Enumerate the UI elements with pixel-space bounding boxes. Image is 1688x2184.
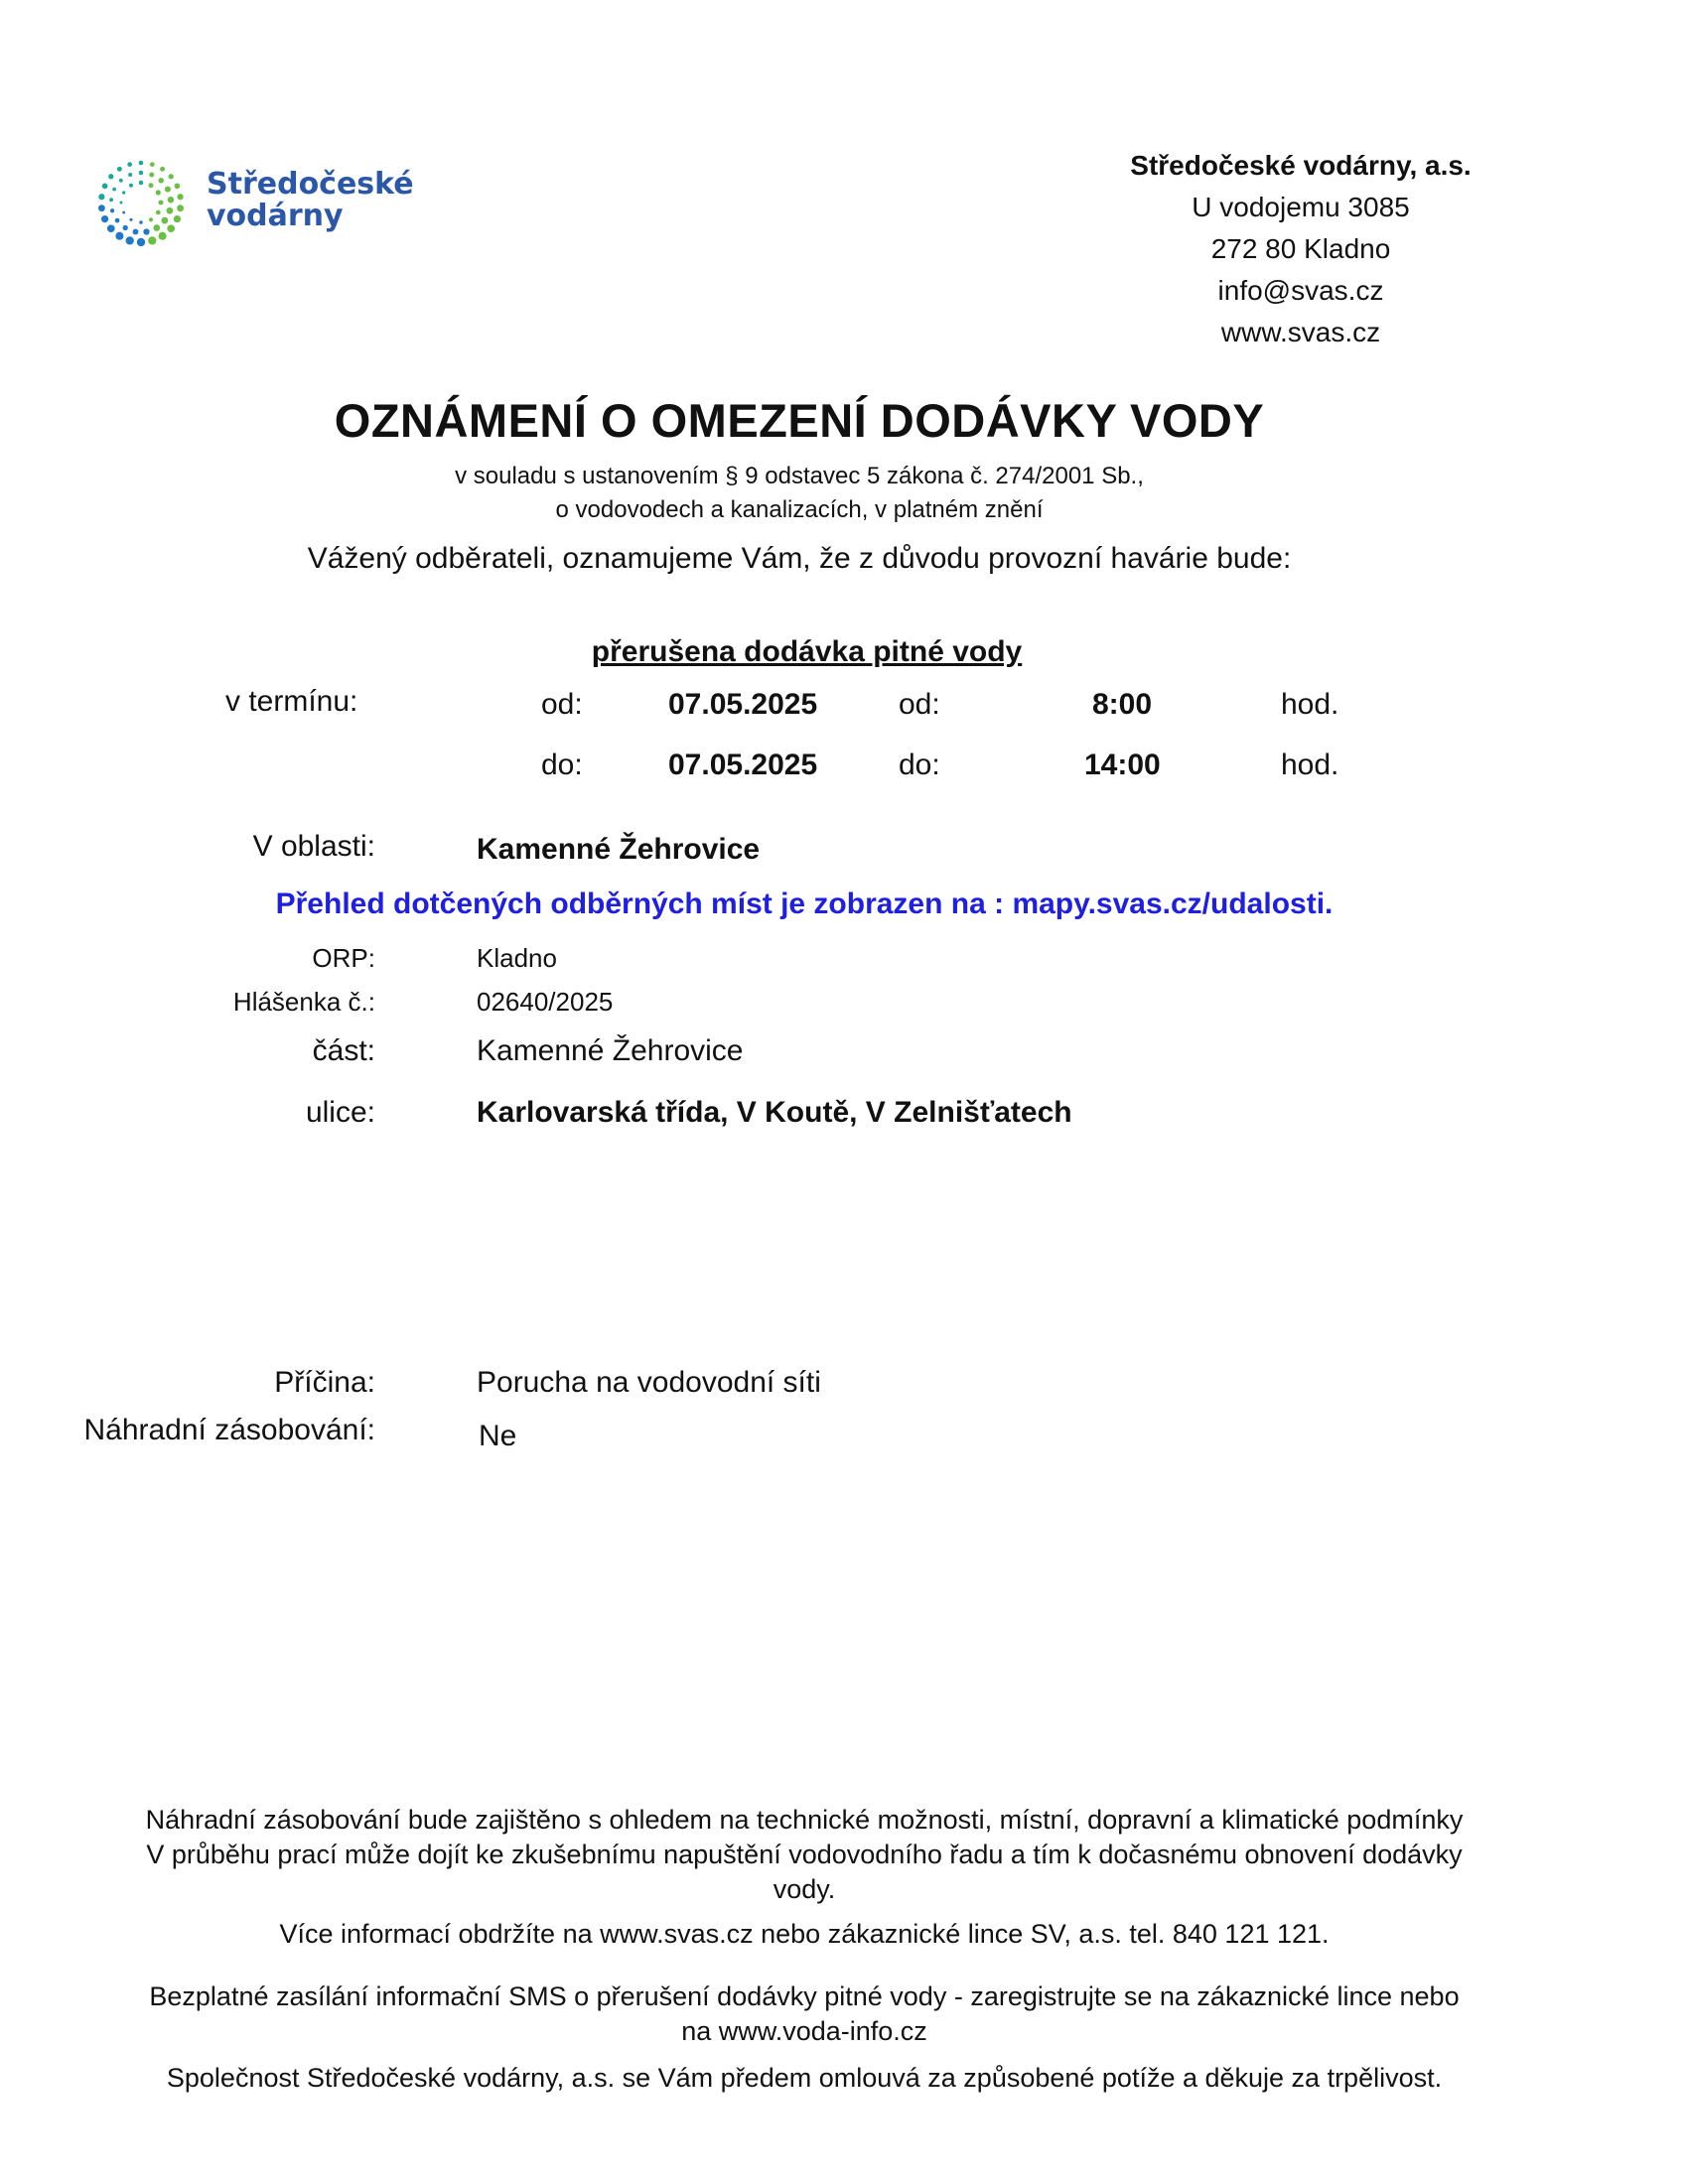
company-address: [1102, 145, 1499, 353]
company-email[interactable]: info@svas.cz: [1217, 275, 1384, 306]
logo-dot: [174, 215, 181, 222]
logo-dot: [167, 207, 174, 214]
logo-dot: [149, 217, 153, 221]
logo-text-line2: vodárny: [207, 199, 344, 233]
logo-dot: [162, 217, 169, 224]
substitute-supply-value: Ne: [479, 1420, 517, 1452]
logo-dot: [156, 190, 161, 195]
logo-dot: [120, 202, 123, 205]
greeting: Vážený odběrateli, oznamujeme Vám, že z důvodu provozní havárie bude:: [307, 542, 1292, 575]
logo-dot: [169, 174, 174, 179]
from-date: 07.05.2025: [668, 688, 818, 721]
logo-dot: [159, 232, 167, 240]
footer-substitute-line3: vody.: [773, 1874, 836, 1904]
water-drops-logo-icon: [95, 157, 191, 248]
logo-dot: [109, 198, 113, 202]
from-date-label: od:: [541, 688, 583, 721]
logo-dot: [98, 205, 105, 211]
street-label: ulice:: [305, 1096, 375, 1129]
logo-dot: [149, 173, 154, 178]
logo-dot: [167, 224, 175, 232]
part-value: Kamenné Žehrovice: [477, 1034, 744, 1067]
to-unit: hod.: [1281, 749, 1339, 781]
logo-dot: [143, 228, 149, 234]
logo-dot: [165, 187, 171, 193]
company-web[interactable]: www.svas.cz: [1220, 317, 1381, 347]
logo-dot: [102, 184, 108, 190]
logo-dot: [101, 215, 108, 222]
logo-dot: [137, 238, 145, 246]
logo-dot: [153, 224, 160, 231]
logo-dot: [115, 232, 123, 240]
legal-reference-line1: v souladu s ustanovením § 9 odstavec 5 zákona č. 274/2001 Sb.,: [455, 463, 1144, 489]
logo-dot: [158, 200, 163, 205]
logo-dot: [126, 236, 134, 244]
to-date: 07.05.2025: [668, 749, 818, 781]
logo-dot: [119, 179, 123, 183]
logo-dot: [139, 220, 143, 224]
substitute-supply-label: Náhradní zásobování:: [83, 1414, 375, 1446]
legal-reference-line2: o vodovodech a kanalizacích, v platném znění: [555, 496, 1044, 523]
company-name: Středočeské vodárny, a.s.: [1130, 150, 1472, 181]
to-date-label: do:: [541, 749, 583, 781]
logo-dot: [122, 211, 125, 214]
logo-dot: [156, 210, 161, 215]
report-number-label: Hlášenka č.:: [232, 987, 375, 1017]
interruption-heading: přerušena dodávka pitné vody: [591, 635, 1023, 668]
logo-dot: [150, 162, 155, 167]
street-value: Karlovarská třída, V Koutě, V Zelnišťatech: [477, 1096, 1072, 1129]
logo-dot: [122, 191, 125, 194]
company-city: 272 80 Kladno: [1210, 233, 1391, 264]
logo-dot: [158, 178, 164, 184]
footer-substitute-line2: V průběhu prací může dojít ke zkušebnímu napuštění vodovodního řadu a tím k dočasnému obnovení dodávky: [146, 1840, 1463, 1869]
notice-title: OZNÁMENÍ O OMEZENÍ DODÁVKY VODY: [334, 394, 1265, 447]
footer-more-info: Více informací obdržíte na www.svas.cz nebo zákaznické lince SV, a.s. tel. 840 121 121.: [279, 1919, 1330, 1949]
part-label: část:: [312, 1034, 375, 1067]
logo-dot: [177, 205, 184, 211]
footer-substitute-line1: Náhradní zásobování bude zajištěno s ohledem na technické možnosti, místní, dopravní a klimatické podmínky: [145, 1805, 1464, 1835]
area-value: Kamenné Žehrovice: [477, 833, 761, 866]
footer-apology: Společnost Středočeské vodárny, a.s. se Vám předem omlouvá za způsobené potíže a děkuje za trpělivost.: [166, 2063, 1443, 2093]
logo-dot: [117, 167, 122, 172]
footer-info: [0, 1803, 1609, 2096]
logo-dot: [133, 229, 139, 235]
orp-label: ORP:: [312, 943, 375, 973]
footer-sms-line2: na www.voda-info.cz: [681, 2016, 927, 2046]
logo-dot: [123, 225, 128, 230]
logo-dot: [108, 174, 113, 179]
report-number-value: 02640/2025: [477, 987, 614, 1017]
footer-sms-line1: Bezplatné zasílání informační SMS o přerušení dodávky pitné vody - zaregistrujte se na zákaznické lince nebo: [149, 1981, 1460, 2011]
logo-dot: [110, 208, 114, 212]
logo-dot: [139, 171, 143, 175]
company-logo: [95, 157, 414, 248]
logo-dot: [139, 181, 144, 186]
to-time-label: do:: [899, 749, 940, 781]
from-time: 8:00: [1092, 688, 1153, 721]
cause-label: Příčina:: [274, 1366, 375, 1399]
affected-places-link-note[interactable]: Přehled dotčených odběrných míst je zobrazen na : mapy.svas.cz/udalosti.: [275, 887, 1334, 920]
company-street: U vodojemu 3085: [1192, 192, 1410, 222]
logo-dot: [129, 218, 132, 221]
term-label: v termínu:: [225, 685, 358, 718]
logo-dot: [129, 184, 133, 188]
logo-dot: [139, 161, 144, 166]
logo-dot: [107, 224, 115, 232]
logo-dot: [127, 162, 132, 167]
orp-value: Kladno: [477, 943, 557, 973]
to-time: 14:00: [1084, 749, 1161, 781]
area-label: V oblasti:: [252, 830, 375, 863]
from-time-label: od:: [899, 688, 940, 721]
logo-dot: [175, 184, 181, 190]
logo-dot: [168, 197, 174, 203]
logo-dot: [149, 183, 154, 188]
logo-text-line1: Středočeské: [207, 167, 414, 202]
cause-value: Porucha na vodovodní síti: [477, 1366, 821, 1399]
logo-dot: [160, 167, 165, 172]
logo-dot: [148, 236, 156, 244]
logo-dot: [98, 194, 104, 200]
logo-dot: [112, 188, 116, 192]
from-unit: hod.: [1281, 688, 1339, 721]
logo-dot: [128, 173, 132, 177]
logo-dot: [115, 218, 120, 223]
logo-dot: [177, 194, 183, 200]
